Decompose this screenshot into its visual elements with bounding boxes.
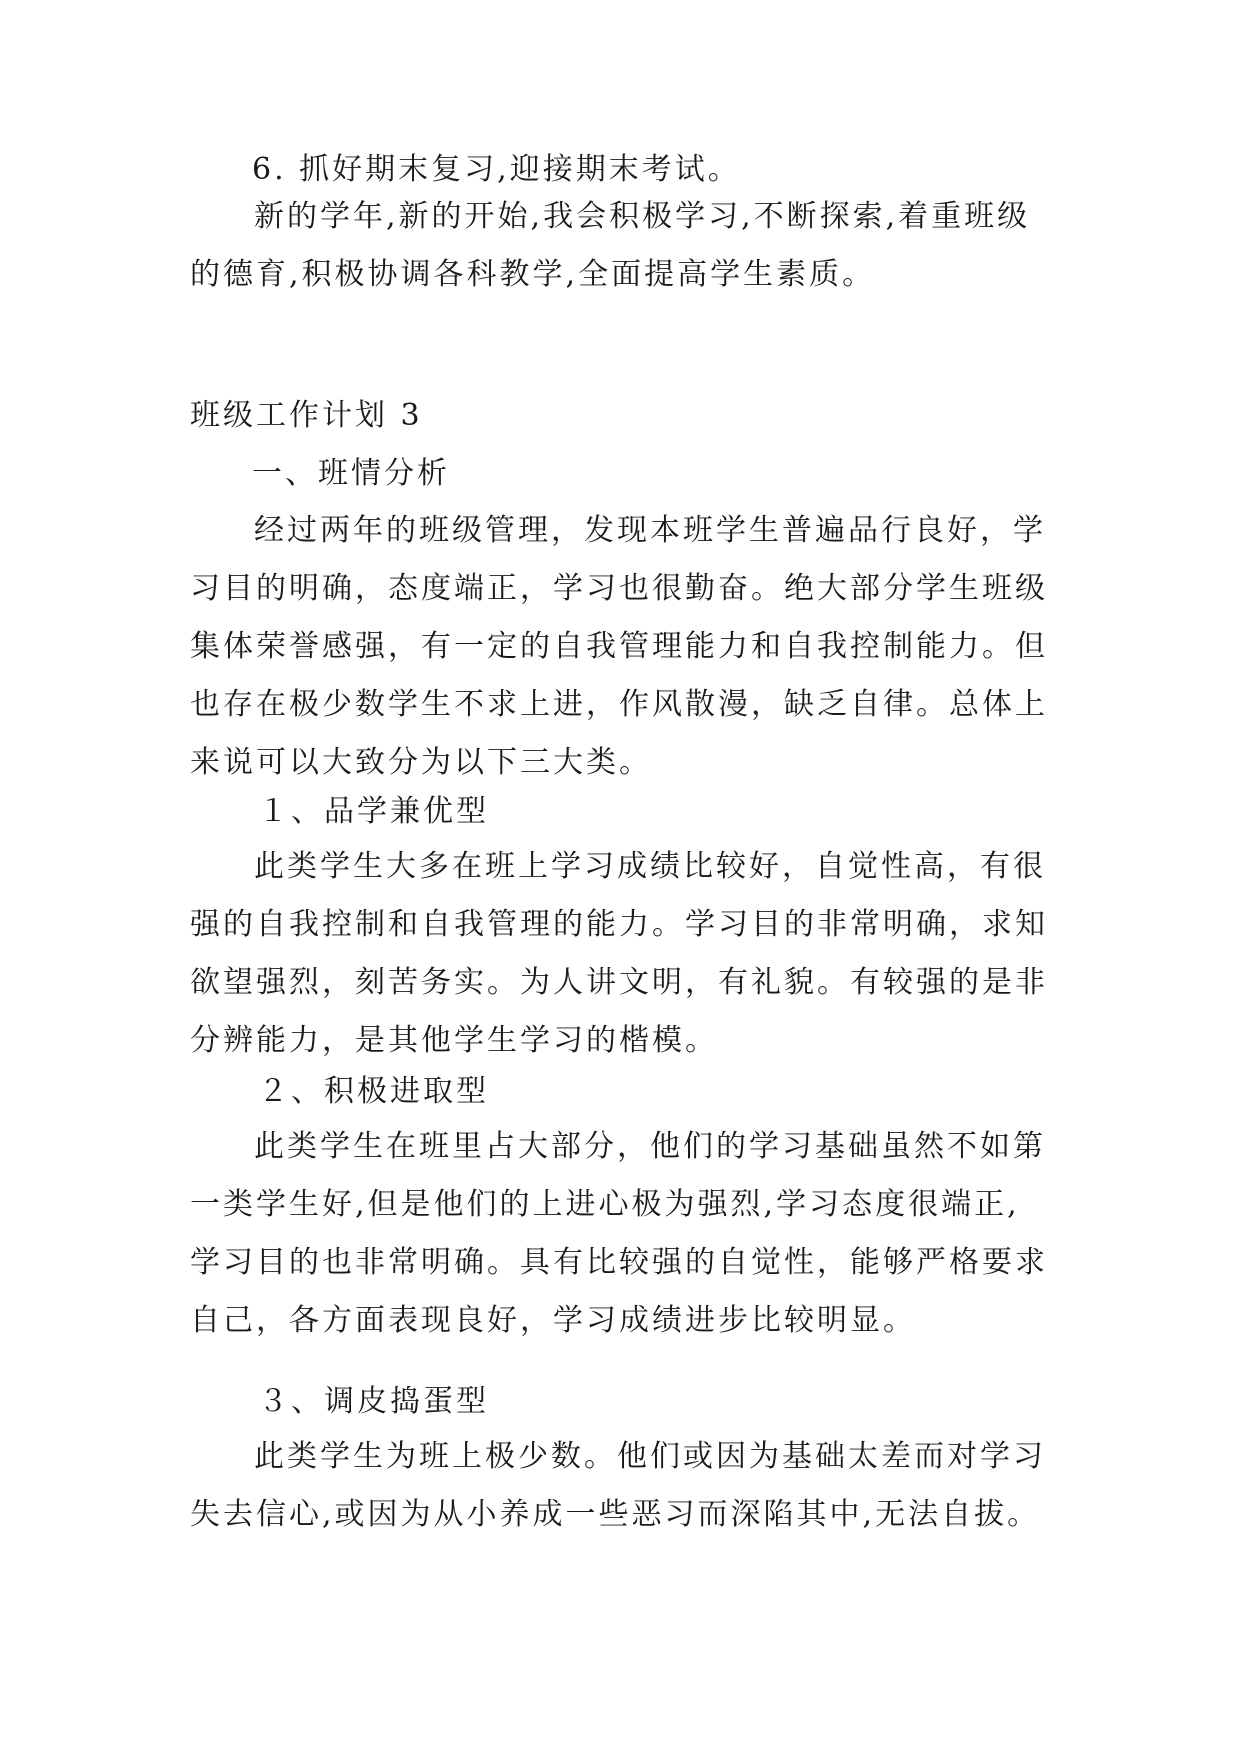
top-list-item: 6. 抓好期末复习,迎接期末考试。 (252, 152, 741, 187)
section-title: 班级工作计划 3 (190, 398, 423, 433)
heading-class-analysis: 一、班情分析 (252, 456, 450, 491)
type1-paragraph: 此类学生大多在班上学习成绩比较好，自觉性高，有很强的自我控制和自我管理的能力。学习目的非常明确，求知欲望强烈，刻苦务实。为人讲文明，有礼貌。有较强的是非分辨能力，是其他学生学习的楷模。 (190, 849, 1048, 1058)
type3-paragraph: 此类学生为班上极少数。他们或因为基础太差而对学习失去信心,或因为从小养成一些恶习而深陷其中,无法自拔。 (190, 1439, 1046, 1532)
type2-paragraph: 此类学生在班里占大部分，他们的学习基础虽然不如第一类学生好,但是他们的上进心极为强烈,学习态度很端正,学习目的也非常明确。具有比较强的自觉性，能够严格要求自己，各方面表现良好，学习成绩进步比较明显。 (190, 1129, 1048, 1338)
type2-heading: ２、积极进取型 (258, 1074, 489, 1109)
closing-paragraph: 新的学年,新的开始,我会积极学习,不断探索,着重班级的德育,积极协调各科教学,全面提高学生素质。 (190, 199, 1031, 292)
type1-heading: １、品学兼优型 (258, 794, 489, 829)
type3-heading: ３、调皮捣蛋型 (258, 1384, 489, 1419)
analysis-paragraph: 经过两年的班级管理，发现本班学生普遍品行良好，学习目的明确，态度端正，学习也很勤奋。绝大部分学生班级集体荣誉感强，有一定的自我管理能力和自我控制能力。但也存在极少数学生不求上进，作风散漫，缺乏自律。总体上来说可以大致分为以下三大类。 (190, 513, 1048, 780)
